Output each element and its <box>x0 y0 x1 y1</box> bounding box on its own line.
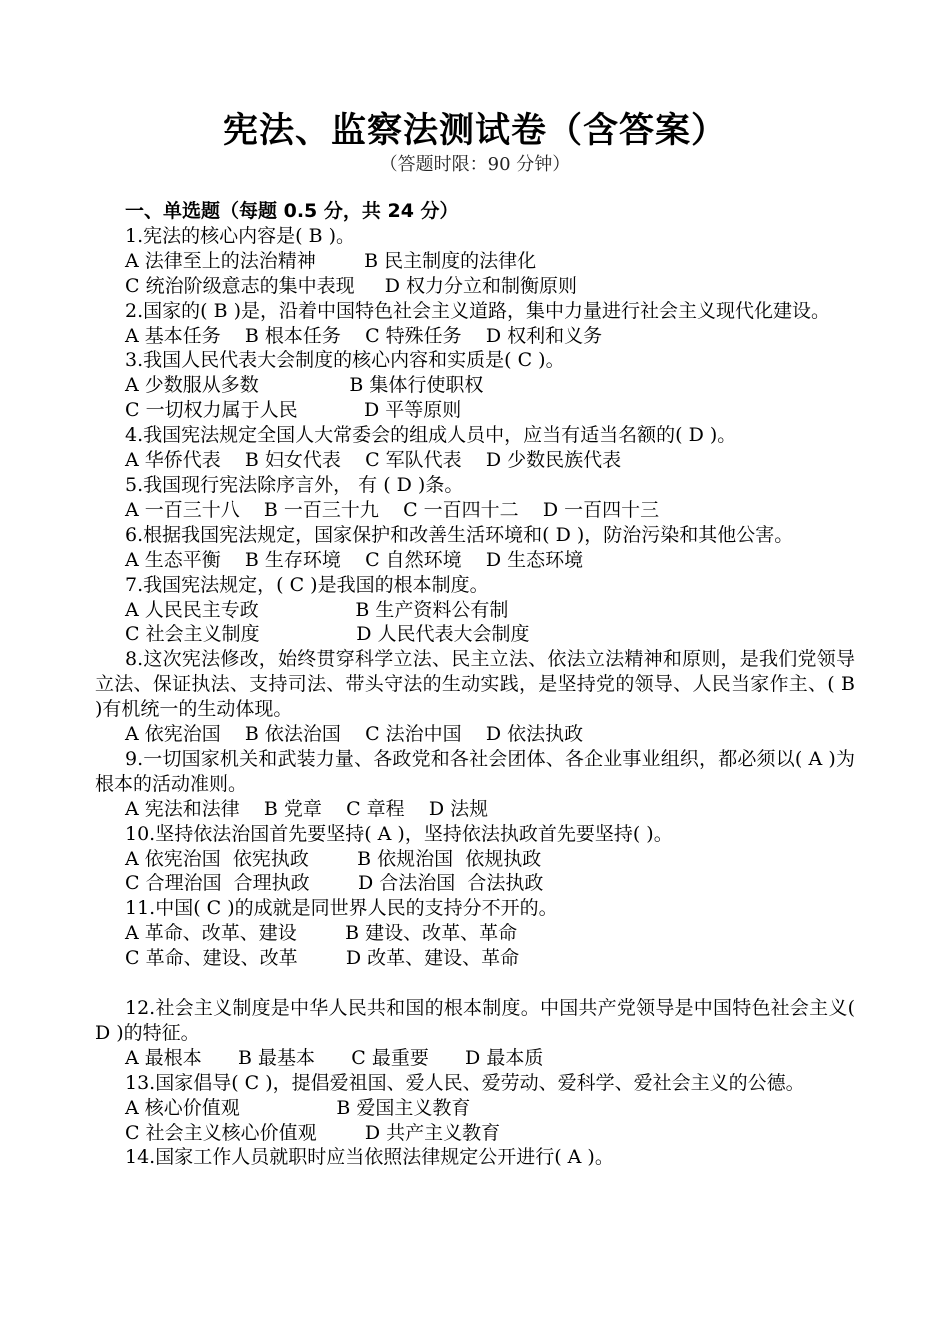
question-text: 14.国家工作人员就职时应当依照法律规定公开进行( A )。 <box>125 1146 614 1169</box>
time-limit: （答题时限：90 分钟） <box>379 154 571 175</box>
question-text: 11.中国( C )的成就是同世界人民的支持分不开的。 <box>125 897 558 920</box>
option-line: C 革命、建设、改革 D 改革、建设、革命 <box>125 947 520 970</box>
question-list <box>95 199 855 1170</box>
option-line: A 法律至上的法治精神 B 民主制度的法律化 <box>125 249 537 272</box>
question-text: 3.我国人民代表大会制度的核心内容和实质是( C )。 <box>125 349 565 372</box>
question-text: 7.我国宪法规定，( C )是我国的根本制度。 <box>125 573 489 596</box>
question-text: 8.这次宪法修改，始终贯穿科学立法、民主立法、依法立法精神和原则，是我们党领导立法、保证执法、支持司法、带头守法的生动实践，是坚持党的领导、人民当家作主、( B )有机统一的生动体现。 <box>95 648 855 721</box>
option-line: A 生态平衡 B 生存环境 C 自然环境 D 生态环境 <box>125 548 584 571</box>
document-title: 宪法、监察法测试卷（含答案） <box>222 111 727 151</box>
question-text: 2.国家的( B )是，沿着中国特色社会主义道路，集中力量进行社会主义现代化建设。 <box>125 299 830 322</box>
question-text: 5.我国现行宪法除序言外， 有 ( D )条。 <box>125 473 464 496</box>
blank-line <box>95 971 855 996</box>
section-heading: 一、单选题（每题 0.5 分，共 24 分） <box>125 200 459 222</box>
question-text: 6.根据我国宪法规定，国家保护和改善生活环境和( D )，防治污染和其他公害。 <box>125 523 794 546</box>
option-line: A 华侨代表 B 妇女代表 C 军队代表 D 少数民族代表 <box>125 449 622 472</box>
option-line: A 依宪治国 B 依法治国 C 法治中国 D 依法执政 <box>125 723 584 746</box>
option-line: C 统治阶级意志的集中表现 D 权力分立和制衡原则 <box>125 274 578 297</box>
option-line: C 合理治国 合理执政 D 合法治国 合法执政 <box>125 872 544 895</box>
question-text: 12.社会主义制度是中华人民共和国的根本制度。中国共产党领导是中国特色社会主义( D )的特征。 <box>95 996 855 1044</box>
option-line: A 宪法和法律 B 党章 C 章程 D 法规 <box>125 797 489 820</box>
option-line: A 依宪治国 依宪执政 B 依规治国 依规执政 <box>125 847 542 870</box>
option-line: A 最根本 B 最基本 C 最重要 D 最本质 <box>125 1046 544 1069</box>
option-line: A 人民民主专政 B 生产资料公有制 <box>125 598 509 621</box>
option-line: A 一百三十八 B 一百三十九 C 一百四十二 D 一百四十三 <box>125 498 660 521</box>
question-text: 4.我国宪法规定全国人大常委会的组成人员中，应当有适当名额的( D )。 <box>125 424 737 447</box>
question-text: 9.一切国家机关和武装力量、各政党和各社会团体、各企业事业组织，都必须以( A )为根本的活动准则。 <box>95 747 855 795</box>
option-line: A 基本任务 B 根本任务 C 特殊任务 D 权利和义务 <box>125 324 603 347</box>
question-text: 10.坚持依法治国首先要坚持( A )，坚持依法执政首先要坚持( )。 <box>125 822 673 845</box>
question-text: 1.宪法的核心内容是( B )。 <box>125 224 355 247</box>
option-line: C 一切权力属于人民 D 平等原则 <box>125 399 462 422</box>
question-text: 13.国家倡导( C )，提倡爱祖国、爱人民、爱劳动、爱科学、爱社会主义的公德。 <box>125 1071 805 1094</box>
option-line: A 少数服从多数 B 集体行使职权 <box>125 374 484 397</box>
option-line: C 社会主义制度 D 人民代表大会制度 <box>125 623 530 646</box>
option-line: A 核心价值观 B 爱国主义教育 <box>125 1096 471 1119</box>
option-line: C 社会主义核心价值观 D 共产主义教育 <box>125 1121 501 1144</box>
option-line: A 革命、改革、建设 B 建设、改革、革命 <box>125 922 518 945</box>
